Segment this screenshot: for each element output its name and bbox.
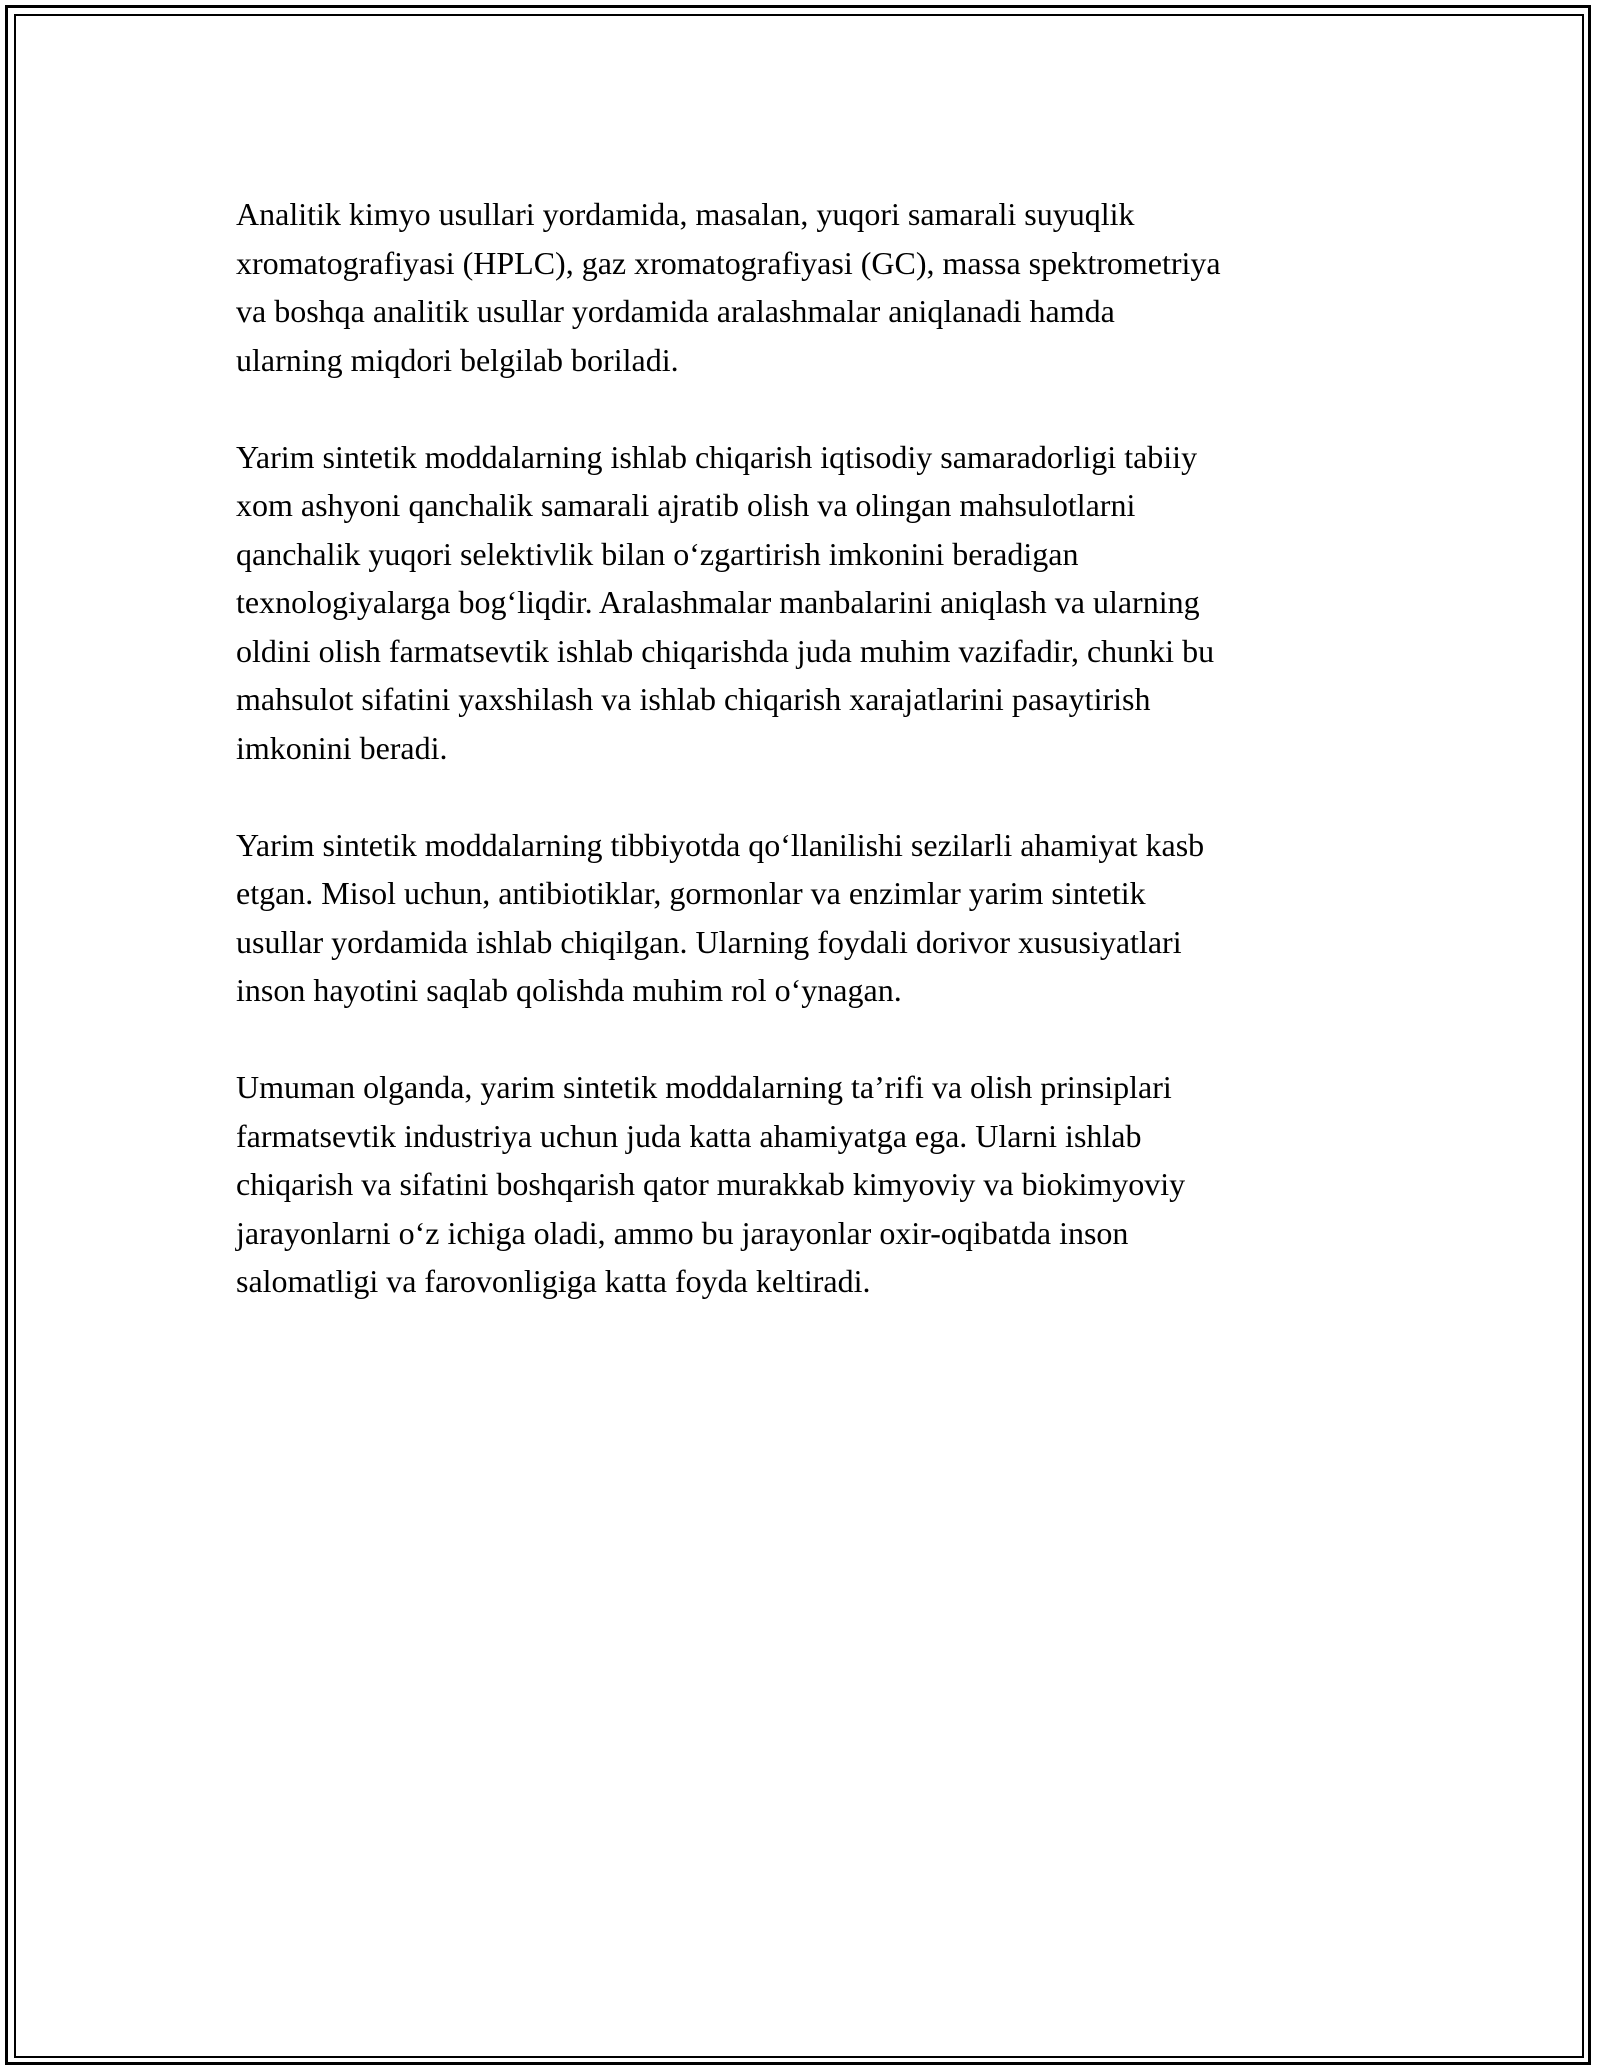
text-line: va boshqa analitik usullar yordamida aralashmalar aniqlanadi hamda <box>236 293 1115 329</box>
text-line: xom ashyoni qanchalik samarali ajratib olish va olingan mahsulotlarni <box>236 487 1136 523</box>
text-line: inson hayotini saqlab qolishda muhim rol o‘ynagan. <box>236 972 902 1008</box>
text-line: texnologiyalarga bog‘liqdir. Aralashmalar manbalarini aniqlash va ularning <box>236 584 1200 620</box>
text-line: oldini olish farmatsevtik ishlab chiqarishda juda muhim vazifadir, chunki bu <box>236 632 1215 669</box>
text-line: qanchalik yuqori selektivlik bilan o‘zgartirish imkonini beradigan <box>236 535 1079 572</box>
document-body <box>236 190 1376 1354</box>
text-line: Analitik kimyo usullari yordamida, masalan, yuqori samarali suyuqlik <box>236 196 1135 232</box>
text-line: chiqarish va sifatini boshqarish qator murakkab kimyoviy va biokimyoviy <box>236 1166 1186 1202</box>
text-line: jarayonlarni o‘z ichiga oladi, ammo bu jarayonlar oxir-oqibatda inson <box>236 1214 1129 1251</box>
paragraph-1 <box>236 190 1376 384</box>
paragraph-2 <box>236 433 1376 773</box>
text-line: Yarim sintetik moddalarning tibbiyotda qo‘llanilishi sezilarli ahamiyat kasb <box>236 826 1205 863</box>
text-line: etgan. Misol uchun, antibiotiklar, gormonlar va enzimlar yarim sintetik <box>236 875 1146 911</box>
paragraph-4 <box>236 1063 1376 1306</box>
text-line: salomatligi va farovonligiga katta foyda keltiradi. <box>236 1263 871 1299</box>
text-line: Umuman olganda, yarim sintetik moddalarning ta’rifi va olish prinsiplari <box>236 1069 1172 1105</box>
paragraph-3 <box>236 821 1376 1015</box>
text-line: farmatsevtik industriya uchun juda katta ahamiyatga ega. Ularni ishlab <box>236 1117 1142 1154</box>
text-line: mahsulot sifatini yaxshilash va ishlab chiqarish xarajatlarini pasaytirish <box>236 681 1151 717</box>
text-line: xromatografiyasi (HPLC), gaz xromatografiyasi (GC), massa spektrometriya <box>236 244 1221 281</box>
text-line: ularning miqdori belgilab boriladi. <box>236 341 679 378</box>
text-line: Yarim sintetik moddalarning ishlab chiqarish iqtisodiy samaradorligi tabiiy <box>236 438 1198 475</box>
text-line: imkonini beradi. <box>236 729 448 766</box>
text-line: usullar yordamida ishlab chiqilgan. Ularning foydali dorivor xususiyatlari <box>236 923 1182 960</box>
